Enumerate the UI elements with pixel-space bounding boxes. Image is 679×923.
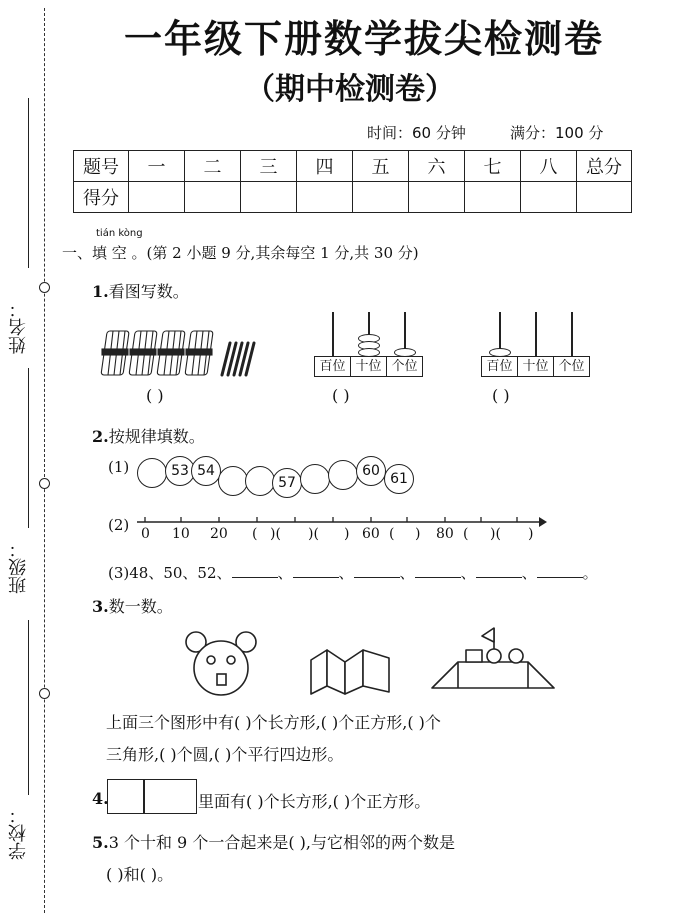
score-header-cell: 七 bbox=[465, 151, 521, 182]
q2-part3-text: (3)48、50、52、 bbox=[108, 564, 232, 582]
name-label: 姓名： bbox=[8, 300, 29, 354]
score-header-cell: 三 bbox=[241, 151, 297, 182]
time-info: 时间：60 分钟 bbox=[367, 124, 466, 142]
boat-shape-figure bbox=[430, 624, 556, 690]
q2-part3: (3)48、50、52、 、 、 、 、 、 。 bbox=[108, 564, 598, 582]
score-cell[interactable] bbox=[353, 182, 409, 213]
sequence-circle: 54 bbox=[191, 456, 221, 486]
school-label: 学校： bbox=[8, 806, 29, 860]
q2-text: 按规律填数。 bbox=[108, 427, 205, 446]
sequence-circle[interactable] bbox=[137, 458, 167, 488]
sequence-circle: 57 bbox=[272, 468, 302, 498]
place-value-chart bbox=[481, 356, 590, 377]
score-table-score-row bbox=[74, 182, 632, 213]
full-score-info: 满分：100 分 bbox=[510, 124, 604, 142]
answer-blank[interactable] bbox=[415, 563, 461, 578]
score-table-header-row bbox=[74, 151, 632, 182]
q2-title bbox=[92, 424, 205, 447]
school-blank-line[interactable] bbox=[28, 620, 29, 795]
q2-part3-end: 。 bbox=[582, 564, 598, 582]
stick-bundle bbox=[101, 331, 129, 375]
score-header-cell: 八 bbox=[521, 151, 577, 182]
score-cell[interactable] bbox=[409, 182, 465, 213]
q3-number: 3. bbox=[92, 597, 109, 616]
sequence-circle: 60 bbox=[356, 456, 386, 486]
name-blank-line[interactable] bbox=[28, 98, 29, 268]
answer-blank[interactable] bbox=[537, 563, 583, 578]
score-cell[interactable] bbox=[129, 182, 185, 213]
ones-label: 个位 bbox=[391, 359, 418, 374]
tick-blank[interactable]: ) bbox=[528, 526, 534, 542]
tens-label: 十位 bbox=[518, 357, 554, 376]
score-cell[interactable] bbox=[241, 182, 297, 213]
q2-part2-label: (2) bbox=[108, 516, 130, 534]
tens-label: 十位 bbox=[351, 357, 387, 376]
binding-hole bbox=[39, 688, 50, 699]
q1-title bbox=[92, 279, 189, 302]
score-cell[interactable] bbox=[297, 182, 353, 213]
tick-blank[interactable]: ( bbox=[252, 526, 258, 542]
stick-bundles-figure bbox=[100, 325, 260, 381]
q1-answer-blank[interactable]: ( ) bbox=[146, 386, 164, 405]
abacus-rod bbox=[332, 312, 334, 358]
q3-line2: 三角形,( )个圆,( )个平行四边形。 bbox=[106, 745, 344, 764]
answer-blank[interactable] bbox=[293, 563, 339, 578]
q4-figure-left-square bbox=[107, 779, 145, 814]
answer-blank[interactable] bbox=[354, 563, 400, 578]
class-label: 班级： bbox=[8, 540, 29, 594]
tick-label: 60 bbox=[362, 526, 380, 542]
sequence-circle[interactable] bbox=[300, 464, 330, 494]
q5-line1-text: 3 个十和 9 个一合起来是( ),与它相邻的两个数是 bbox=[108, 833, 455, 852]
pinyin-annotation: tián kòng bbox=[96, 228, 143, 239]
stick-bundle bbox=[157, 331, 185, 375]
stick-bundle bbox=[129, 331, 157, 375]
score-cell[interactable] bbox=[465, 182, 521, 213]
tick-blank[interactable]: )( bbox=[270, 526, 281, 542]
score-header-cell: 二 bbox=[185, 151, 241, 182]
q4-figure-right-rect bbox=[143, 779, 197, 814]
sequence-circle: 53 bbox=[165, 456, 195, 486]
tick-label: 10 bbox=[172, 526, 190, 542]
q5-number: 5. bbox=[92, 833, 109, 852]
page-subtitle: （期中检测卷） bbox=[245, 72, 455, 107]
q1-text: 看图写数。 bbox=[108, 282, 189, 301]
number-line bbox=[135, 514, 547, 528]
place-value-chart bbox=[314, 356, 423, 377]
score-header-cell: 题号 bbox=[74, 151, 129, 182]
answer-blank[interactable] bbox=[232, 563, 278, 578]
tick-blank[interactable]: ( bbox=[463, 526, 469, 542]
answer-blank[interactable] bbox=[476, 563, 522, 578]
q3-title bbox=[92, 594, 173, 617]
score-header-cell: 一 bbox=[129, 151, 185, 182]
stick-bundle bbox=[185, 331, 213, 375]
tick-blank[interactable]: ( bbox=[389, 526, 395, 542]
tick-blank[interactable]: ) bbox=[344, 526, 350, 542]
score-header-cell: 四 bbox=[297, 151, 353, 182]
tick-blank[interactable]: ) bbox=[415, 526, 421, 542]
q5-line2: ( )和( )。 bbox=[106, 865, 174, 884]
hundreds-label: 百位 bbox=[315, 357, 351, 376]
q3-text: 数一数。 bbox=[108, 597, 173, 616]
tick-blank[interactable]: )( bbox=[308, 526, 319, 542]
abacus-rod bbox=[535, 312, 537, 358]
sequence-circle: 61 bbox=[384, 464, 414, 494]
sequence-circle[interactable] bbox=[245, 466, 275, 496]
sequence-circle[interactable] bbox=[218, 466, 248, 496]
q5-line1 bbox=[92, 830, 455, 853]
q1-answer-blank[interactable]: ( ) bbox=[492, 386, 510, 405]
bear-face-figure bbox=[180, 628, 264, 698]
ones-label: 个位 bbox=[558, 359, 585, 374]
tick-label: 20 bbox=[210, 526, 228, 542]
q1-number: 1. bbox=[92, 282, 109, 301]
score-cell[interactable] bbox=[577, 182, 632, 213]
binding-hole bbox=[39, 282, 50, 293]
q2-part1-label: (1) bbox=[108, 458, 130, 476]
hundreds-label: 百位 bbox=[482, 357, 518, 376]
abacus-rod bbox=[571, 312, 573, 358]
score-row-label: 得分 bbox=[74, 182, 129, 213]
score-cell[interactable] bbox=[521, 182, 577, 213]
section-heading: 一、填 空 。(第 2 小题 9 分,其余每空 1 分,共 30 分) bbox=[62, 244, 419, 262]
q4-number: 4. bbox=[92, 789, 109, 808]
tick-blank[interactable]: )( bbox=[490, 526, 501, 542]
zigzag-shape-figure bbox=[307, 648, 395, 696]
q3-line1: 上面三个图形中有( )个长方形,( )个正方形,( )个 bbox=[106, 713, 441, 732]
score-table bbox=[73, 150, 632, 213]
binding-hole bbox=[39, 478, 50, 489]
binding-line bbox=[44, 8, 45, 913]
q2-number: 2. bbox=[92, 427, 109, 446]
q1-answer-blank[interactable]: ( ) bbox=[332, 386, 350, 405]
score-header-cell: 五 bbox=[353, 151, 409, 182]
class-blank-line[interactable] bbox=[28, 368, 29, 528]
score-header-cell: 六 bbox=[409, 151, 465, 182]
sequence-circle[interactable] bbox=[328, 460, 358, 490]
single-sticks bbox=[222, 343, 254, 375]
number-line-ticks bbox=[145, 517, 517, 522]
q4-text: 里面有( )个长方形,( )个正方形。 bbox=[198, 792, 431, 811]
score-cell[interactable] bbox=[185, 182, 241, 213]
tick-label: 80 bbox=[436, 526, 454, 542]
page-title: 一年级下册数学拔尖检测卷 bbox=[123, 17, 604, 61]
tick-label: 0 bbox=[141, 526, 150, 542]
score-header-cell: 总分 bbox=[577, 151, 632, 182]
